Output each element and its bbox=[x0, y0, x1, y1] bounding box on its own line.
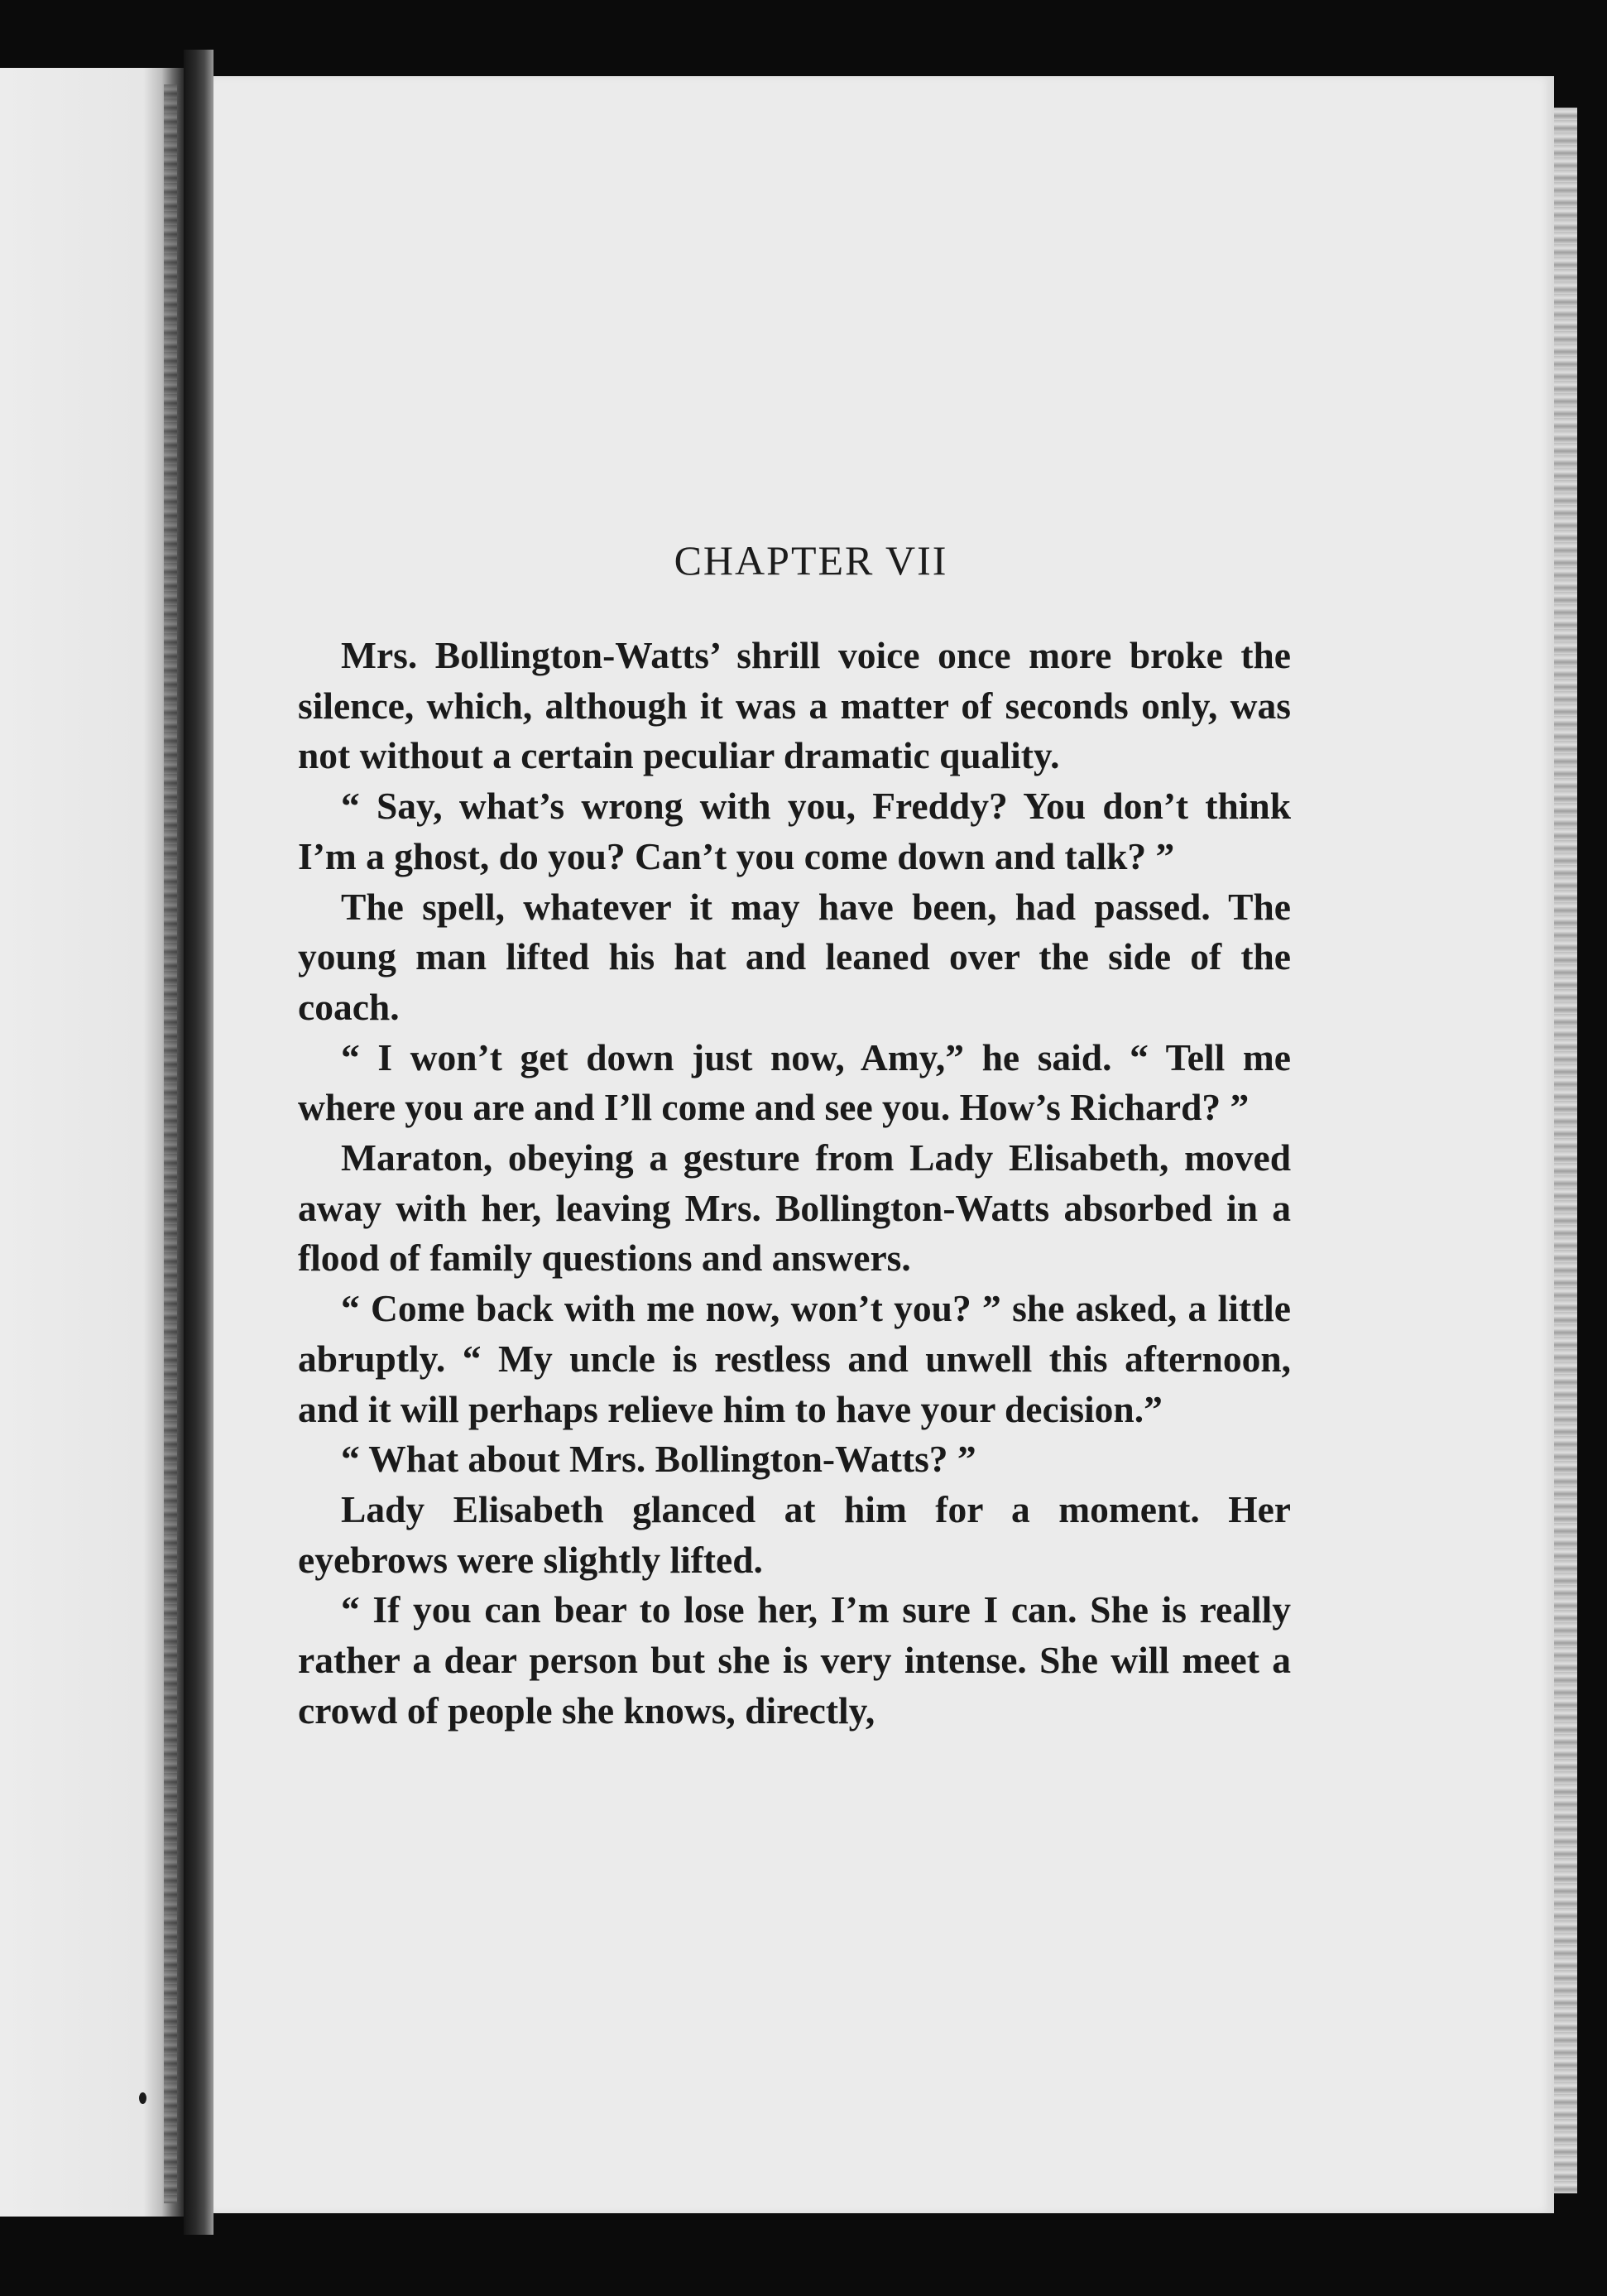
paragraph: Lady Elisabeth glanced at him for a moment. Her eyebrows were slightly lifted. bbox=[298, 1487, 1291, 1581]
book-gutter bbox=[184, 50, 213, 2235]
paragraph: “ Say, what’s wrong with you, Freddy? You don’t think I’m a ghost, do you? Can’t you come down and talk? ” bbox=[298, 785, 1291, 877]
left-page-edge bbox=[164, 84, 177, 2203]
page-text bbox=[298, 536, 1291, 1736]
paragraph: “ If you can bear to lose her, I’m sure I can. She is really rather a dear person but she is very intense. She will meet a crowd of people she knows, directly, bbox=[298, 1588, 1291, 1732]
paragraph: Mrs. Bollington-Watts’ shrill voice once more broke the silence, which, although it was a matter of seconds only, was not without a certain peculiar dramatic quality. bbox=[298, 634, 1291, 777]
paragraph: “ I won’t get down just now, Amy,” he said. “ Tell me where you are and I’ll come and see you. How’s Richard? ” bbox=[298, 1035, 1291, 1129]
chapter-title: CHAPTER VII bbox=[674, 537, 948, 584]
paragraph: “ Come back with me now, won’t you? ” she asked, a little abruptly. “ My uncle is restless and unwell this afternoon, and it will perhaps relieve him to have your decision.” bbox=[298, 1287, 1291, 1430]
margin-mark bbox=[139, 2092, 146, 2104]
paragraph: The spell, whatever it may have been, had passed. The young man lifted his hat and leaned over the side of the coach. bbox=[298, 885, 1291, 1028]
paragraph: “ What about Mrs. Bollington-Watts? ” bbox=[341, 1438, 976, 1481]
left-page bbox=[0, 68, 184, 2217]
right-page-edge bbox=[1554, 108, 1577, 2193]
paragraph: Maraton, obeying a gesture from Lady Elisabeth, moved away with her, leaving Mrs. Bollington-Watts absorbed in a flood of family questions and answers. bbox=[298, 1136, 1291, 1280]
